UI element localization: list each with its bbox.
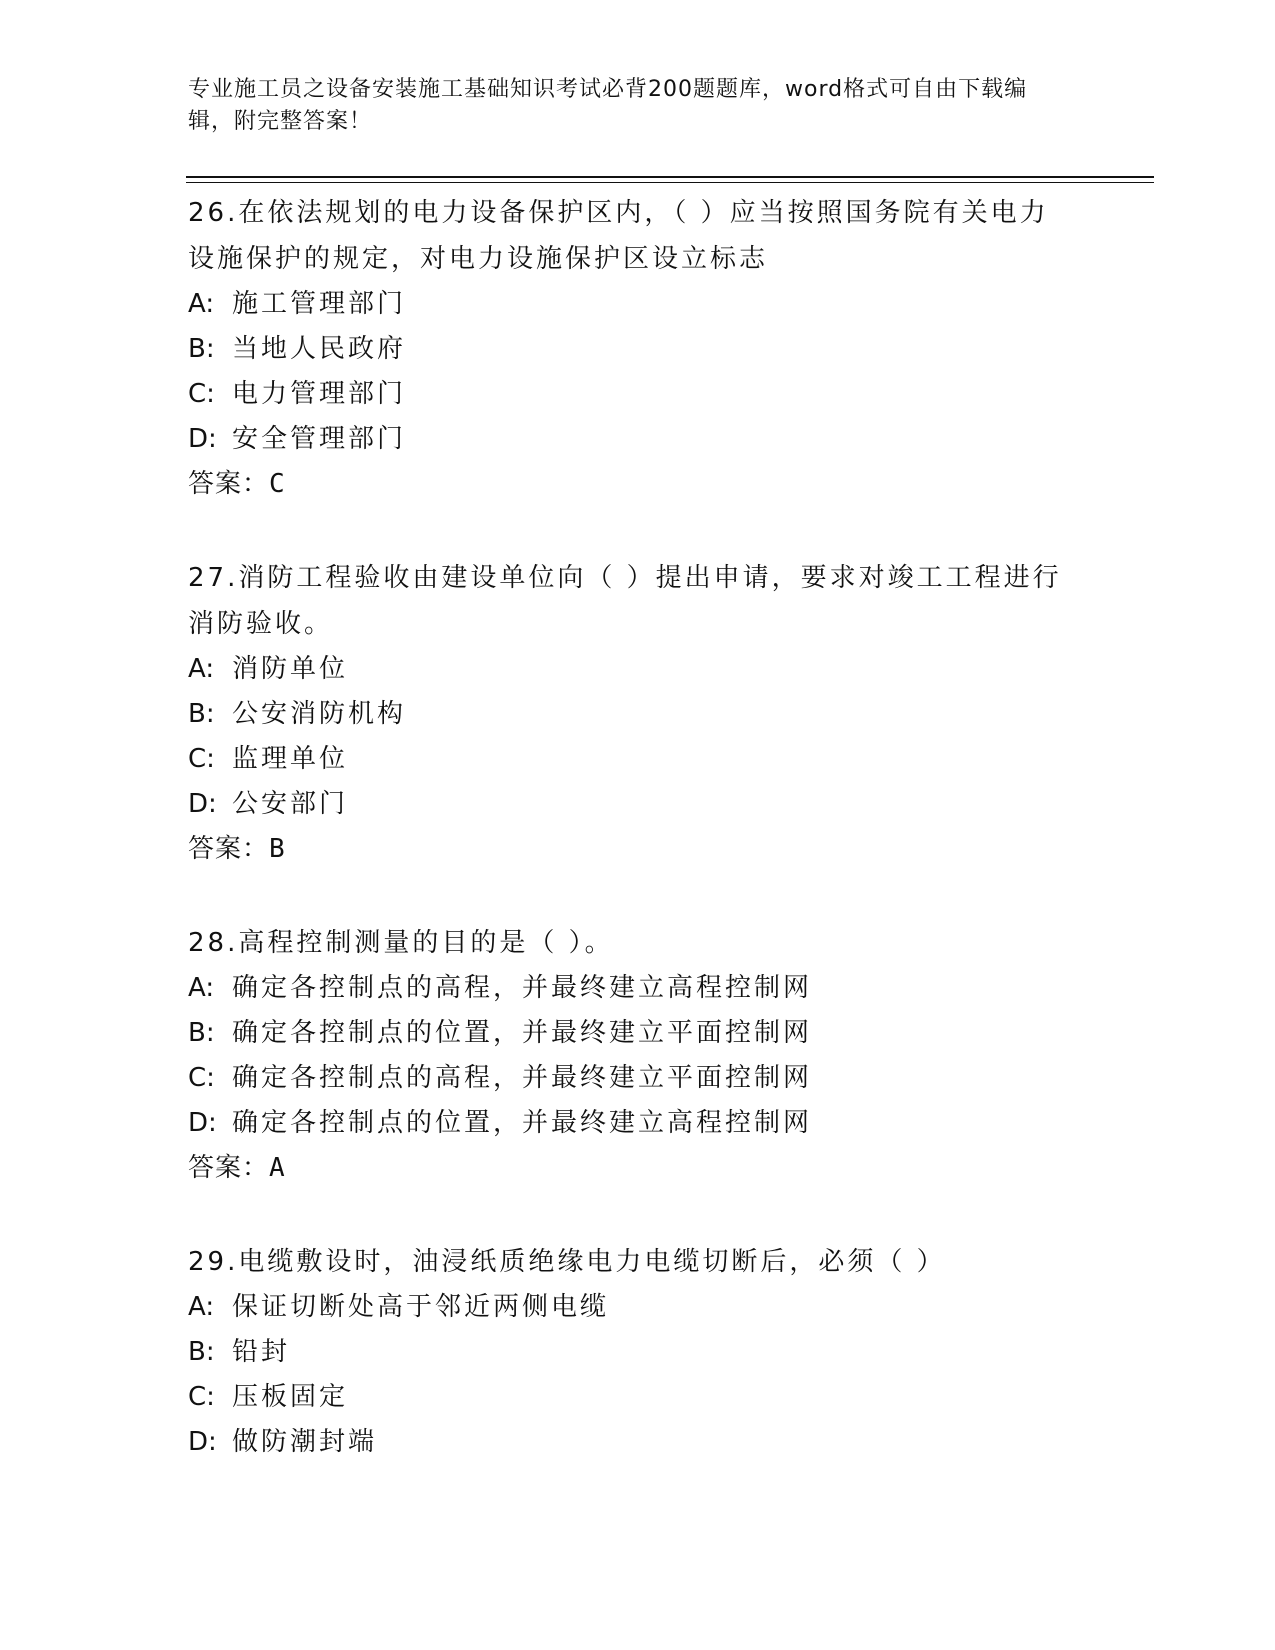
answer-line (188, 827, 1068, 872)
answer-label: 答案： (188, 469, 270, 499)
option-letter: B: (188, 1337, 215, 1367)
option-letter: D: (188, 1108, 217, 1138)
option-letter: C: (188, 744, 215, 774)
option-b (188, 327, 1068, 372)
answer-label: 答案： (188, 1153, 270, 1183)
option-letter: A: (188, 289, 215, 319)
answer-value: C (269, 469, 286, 499)
answer-label: 答案： (188, 834, 270, 864)
answer-line (188, 1146, 1068, 1191)
option-a (188, 282, 1068, 327)
option-d (188, 782, 1068, 827)
question-spacer (188, 1191, 1068, 1239)
option-text: 公安部门 (232, 789, 349, 819)
option-c (188, 1375, 1068, 1420)
option-text: 确定各控制点的高程，并最终建立高程控制网 (232, 973, 813, 1003)
option-text: 监理单位 (232, 744, 349, 774)
option-text: 安全管理部门 (232, 424, 407, 454)
option-b (188, 692, 1068, 737)
option-letter: D: (188, 424, 217, 454)
option-letter: B: (188, 1018, 215, 1048)
option-text: 施工管理部门 (232, 289, 407, 319)
option-letter: C: (188, 1382, 215, 1412)
option-text: 保证切断处高于邻近两侧电缆 (232, 1292, 610, 1322)
option-text: 确定各控制点的位置，并最终建立高程控制网 (232, 1108, 813, 1138)
option-b (188, 1330, 1068, 1375)
option-text: 公安消防机构 (232, 699, 407, 729)
question-list (188, 190, 1068, 1465)
option-text: 消防单位 (232, 654, 349, 684)
option-letter: A: (188, 1292, 215, 1322)
question-29 (188, 1239, 1068, 1465)
option-letter: D: (188, 789, 217, 819)
answer-line (188, 462, 1068, 507)
option-letter: D: (188, 1427, 217, 1457)
option-a (188, 647, 1068, 692)
option-letter: C: (188, 1063, 215, 1093)
option-c (188, 1056, 1068, 1101)
question-27 (188, 555, 1068, 872)
question-spacer (188, 872, 1068, 920)
option-text: 做防潮封端 (232, 1427, 378, 1457)
option-text: 当地人民政府 (232, 334, 407, 364)
option-text: 电力管理部门 (232, 379, 407, 409)
option-d (188, 1101, 1068, 1146)
question-28 (188, 920, 1068, 1191)
option-letter: A: (188, 973, 215, 1003)
question-stem: 26.在依法规划的电力设备保护区内，（ ）应当按照国务院有关电力设施保护的规定，对电力设施保护区设立标志 (188, 198, 1049, 274)
option-text: 压板固定 (232, 1382, 349, 1412)
option-letter: B: (188, 334, 215, 364)
header-divider-thick (186, 176, 1154, 178)
option-letter: B: (188, 699, 215, 729)
option-c (188, 372, 1068, 417)
question-spacer (188, 507, 1068, 555)
document-header: 专业施工员之设备安装施工基础知识考试必背200题题库，word格式可自由下载编辑，附完整答案！ (188, 77, 1028, 134)
option-text: 确定各控制点的高程，并最终建立平面控制网 (232, 1063, 813, 1093)
option-text: 铅封 (232, 1337, 291, 1367)
option-d (188, 417, 1068, 462)
question-stem: 28.高程控制测量的目的是（ ）。 (188, 928, 614, 958)
option-b (188, 1011, 1068, 1056)
option-a (188, 966, 1068, 1011)
option-letter: C: (188, 379, 215, 409)
answer-value: A (269, 1153, 286, 1183)
option-letter: A: (188, 654, 215, 684)
option-text: 确定各控制点的位置，并最终建立平面控制网 (232, 1018, 813, 1048)
option-d (188, 1420, 1068, 1465)
question-stem: 29.电缆敷设时，油浸纸质绝缘电力电缆切断后，必须（ ） (188, 1247, 946, 1277)
option-a (188, 1285, 1068, 1330)
option-c (188, 737, 1068, 782)
header-divider-thin (186, 182, 1154, 183)
question-26 (188, 190, 1068, 507)
answer-value: B (269, 834, 286, 864)
question-stem: 27.消防工程验收由建设单位向（ ）提出申请，要求对竣工工程进行消防验收。 (188, 563, 1062, 639)
